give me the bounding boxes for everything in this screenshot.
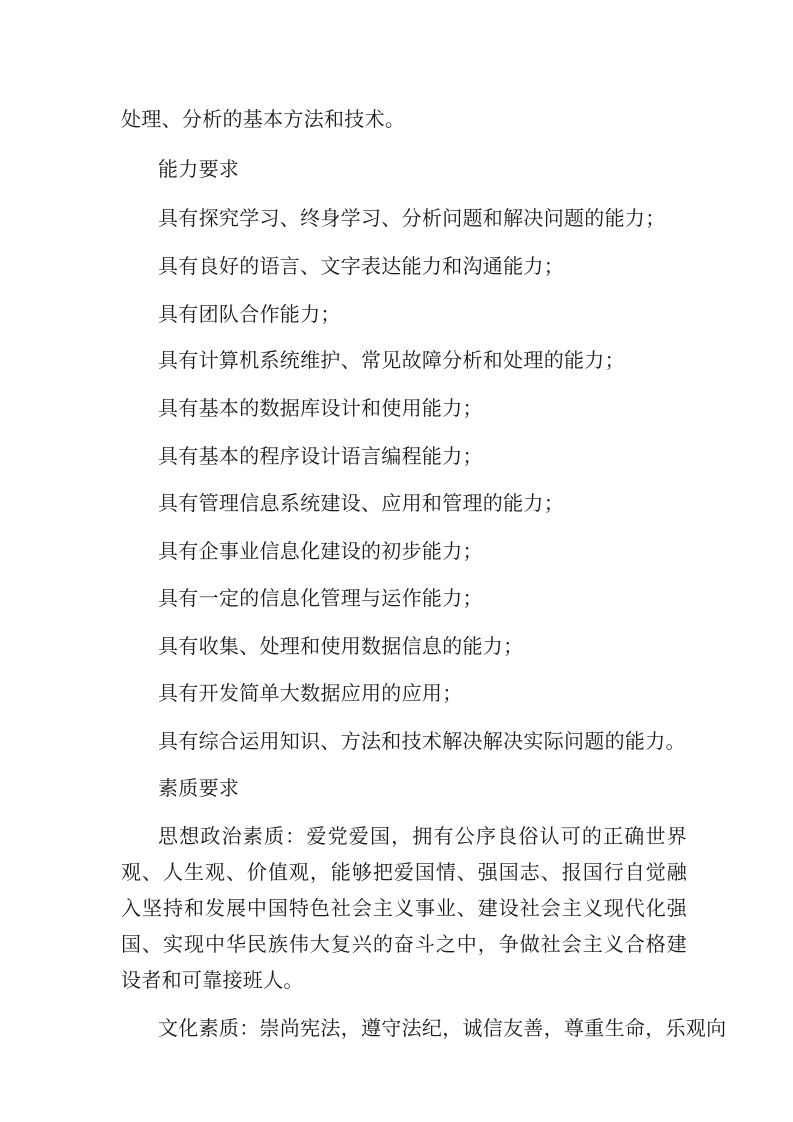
continuation-line: 处理、分析的基本方法和技术。 bbox=[121, 107, 406, 131]
ability-item: 具有企事业信息化建设的初步能力； bbox=[158, 539, 483, 563]
ability-item: 具有探究学习、终身学习、分析问题和解决问题的能力； bbox=[158, 206, 666, 230]
ability-item: 具有良好的语言、文字表达能力和沟通能力； bbox=[158, 254, 564, 278]
ability-item: 具有管理信息系统建设、应用和管理的能力； bbox=[158, 491, 564, 515]
ability-item: 具有综合运用知识、方法和技术解决解决实际问题的能力。 bbox=[158, 729, 686, 753]
ability-heading: 能力要求 bbox=[158, 157, 240, 181]
ability-item: 具有团队合作能力； bbox=[158, 302, 341, 326]
ability-item: 具有开发简单大数据应用的应用； bbox=[158, 681, 463, 705]
ability-item: 具有计算机系统维护、常见故障分析和处理的能力； bbox=[158, 348, 625, 372]
ability-item: 具有收集、处理和使用数据信息的能力； bbox=[158, 634, 524, 658]
ideology-paragraph: 思想政治素质：爱党爱国，拥有公序良俗认可的正确世界观、人生观、价值观，能够把爱国情、强国志、报国行自觉融入坚持和发展中国特色社会主义事业、建设社会主义现代化强国、实现中华民族伟大复兴的奋斗之中，争做社会主义合格建设者和可靠接班人。 bbox=[121, 824, 687, 992]
ability-item: 具有基本的数据库设计和使用能力； bbox=[158, 396, 483, 420]
culture-paragraph: 文化素质：崇尚宪法，遵守法纪，诚信友善，尊重生命，乐观向 bbox=[158, 1016, 727, 1040]
quality-heading: 素质要求 bbox=[158, 776, 240, 800]
ability-item: 具有一定的信息化管理与运作能力； bbox=[158, 586, 483, 610]
ability-item: 具有基本的程序设计语言编程能力； bbox=[158, 444, 483, 468]
